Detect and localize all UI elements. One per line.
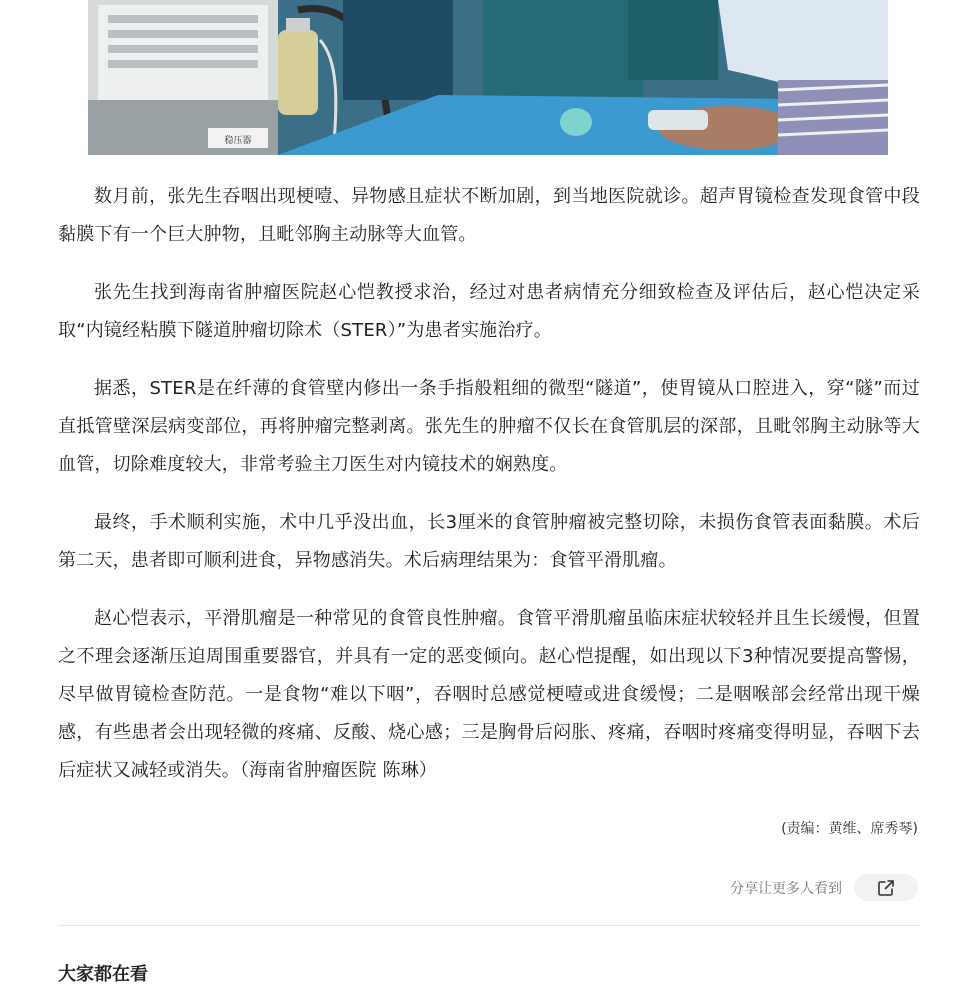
share-icon	[877, 879, 895, 897]
article-paragraph-4: 最终，手术顺利实施，术中几乎没出血，长3厘米的食管肿瘤被完整切除，未损伤食管表面黏膜。术后第二天，患者即可顺利进食，异物感消失。术后病理结果为：食管平滑肌瘤。	[58, 512, 920, 571]
share-button[interactable]	[854, 874, 918, 901]
article-paragraph-2: 张先生找到海南省肿瘤医院赵心恺教授求治，经过对患者病情充分细致检查及评估后，赵心恺决定采取“内镜经粘膜下隧道肿瘤切除术（STER）”为患者实施治疗。	[58, 282, 920, 341]
device-label: 稳压器	[224, 136, 252, 146]
article-paragraph-1: 数月前，张先生吞咽出现梗噎、异物感且症状不断加剧，到当地医院就诊。超声胃镜检查发现食管中段黏膜下有一个巨大肿物，且毗邻胸主动脉等大血管。	[58, 186, 920, 245]
article-body	[58, 178, 920, 810]
share-label: 分享让更多人看到	[730, 880, 842, 897]
related-section-title: 大家都在看	[58, 964, 148, 985]
editor-credit: (责编：黄维、席秀琴)	[781, 821, 918, 837]
article-photo	[88, 0, 888, 155]
section-divider	[58, 925, 920, 926]
article-paragraph-5: 赵心恺表示，平滑肌瘤是一种常见的食管良性肿瘤。食管平滑肌瘤虽临床症状较轻并且生长缓慢，但置之不理会逐渐压迫周围重要器官，并具有一定的恶变倾向。赵心恺提醒，如出现以下3种情况要提高警惕，尽早做胃镜检查防范。一是食物“难以下咽”，吞咽时总感觉梗噎或进食缓慢；二是咽喉部会经常出现干燥感，有些患者会出现轻微的疼痛、反酸、烧心感；三是胸骨后闷胀、疼痛，吞咽时疼痛变得明显，吞咽下去后症状又减轻或消失。（海南省肿瘤医院 陈琳）	[58, 608, 920, 781]
surgery-scene-illustration	[88, 0, 888, 155]
article-paragraph-3: 据悉，STER是在纤薄的食管壁内修出一条手指般粗细的微型“隧道”，使胃镜从口腔进入，穿“隧”而过直抵管壁深层病变部位，再将肿瘤完整剥离。张先生的肿瘤不仅长在食管肌层的深部，且毗邻胸主动脉等大血管，切除难度较大，非常考验主刀医生对内镜技术的娴熟度。	[58, 378, 920, 475]
share-bar	[730, 874, 918, 901]
